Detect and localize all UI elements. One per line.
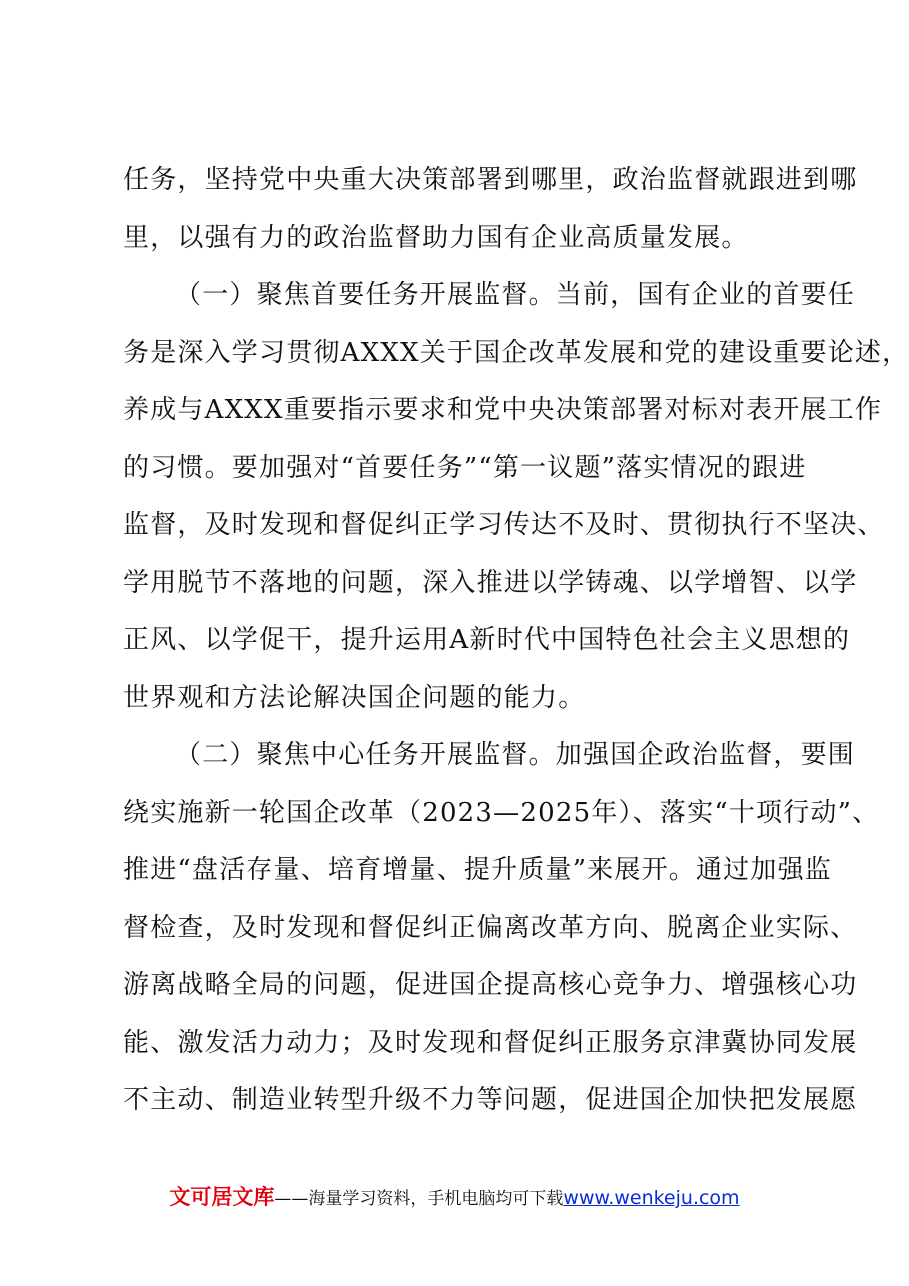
text-line: 务是深入学习贯彻AXXX关于国企改革发展和党的建设重要论述， (123, 337, 909, 368)
text-line: 里，以强有力的政治监督助力国有企业高质量发展。 (123, 222, 749, 253)
text-line: 能、激发活力动力；及时发现和督促纠正服务京津冀协同发展 (123, 1027, 858, 1058)
text-line: 不主动、制造业转型升级不力等问题，促进国企加快把发展愿 (123, 1085, 858, 1115)
text-line: 监督，及时发现和督促纠正学习传达不及时、贯彻执行不坚决、 (123, 510, 885, 540)
footer-watermark (0, 1181, 909, 1211)
text-line: 游离战略全局的问题，促进国企提高核心竞争力、增强核心功 (123, 970, 858, 1000)
paragraph-first-line: （二）聚焦中心任务开展监督。加强国企政治监督，要围 (175, 740, 856, 770)
text-line: 世界观和方法论解决国企问题的能力。 (123, 682, 586, 713)
paragraph-first-line: （一）聚焦首要任务开展监督。当前，国有企业的首要任 (175, 280, 856, 310)
text-line: 养成与AXXX重要指示要求和党中央决策部署对标对表开展工作 (123, 395, 883, 425)
text-line: 正风、以学促干，提升运用A新时代中国特色社会主义思想的 (123, 625, 851, 655)
text-line: 学用脱节不落地的问题，深入推进以学铸魂、以学增智、以学 (123, 567, 858, 598)
document-body (123, 152, 909, 1130)
text-line: 的习惯。要加强对“首要任务”“第一议题”落实情况的跟进 (123, 452, 807, 483)
text-line: 绕实施新一轮国企改革（2023—2025年）、落实“十项行动”、 (123, 797, 880, 828)
footer-brand: 文可居文库 (169, 1185, 275, 1209)
text-line: 推进“盘活存量、培育增量、提升质量”来展开。通过加强监 (123, 855, 832, 885)
footer-link[interactable]: www.wenkeju.com (563, 1187, 740, 1209)
text-line: 督检查，及时发现和督促纠正偏离改革方向、脱离企业实际、 (123, 912, 858, 943)
footer-slogan: ——海量学习资料，手机电脑均可下载 (274, 1189, 564, 1209)
text-line: 任务，坚持党中央重大决策部署到哪里，政治监督就跟进到哪 (123, 165, 858, 195)
